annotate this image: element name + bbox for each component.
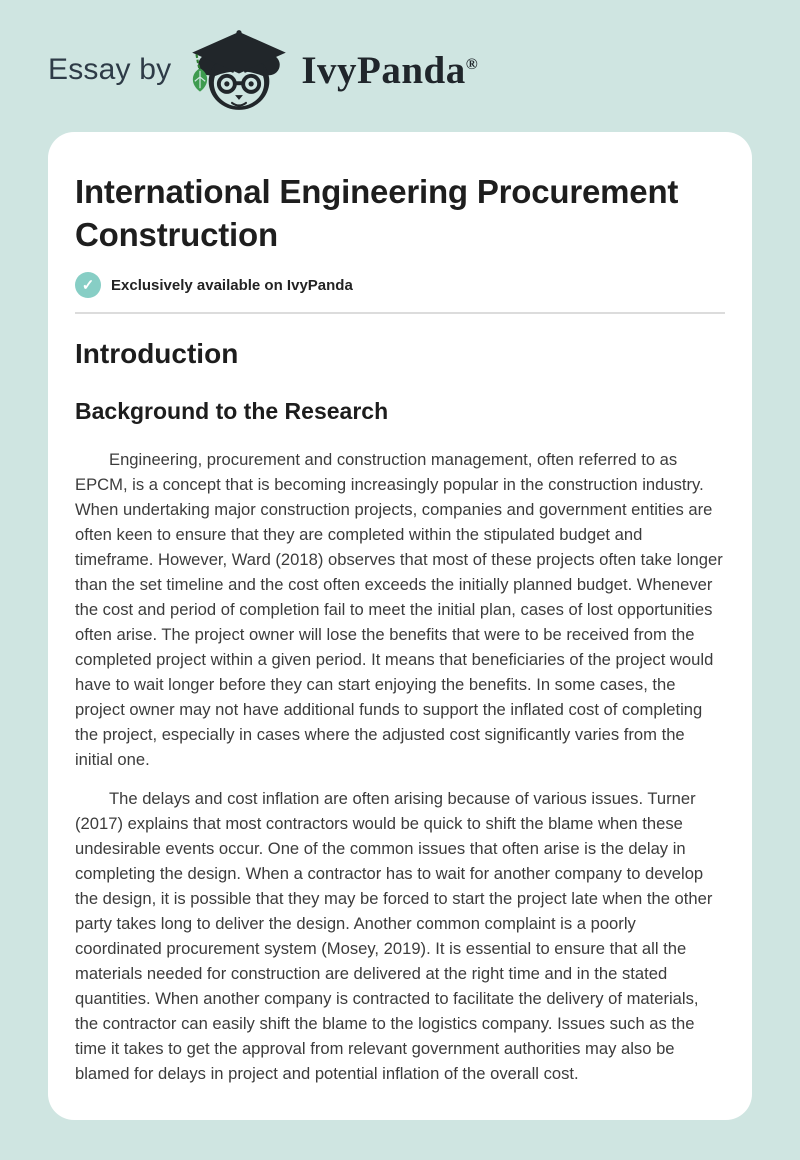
- essay-by-label: Essay by: [48, 53, 172, 86]
- page-header: [0, 0, 800, 132]
- check-icon: ✓: [75, 272, 101, 298]
- ivypanda-panda-logo-icon: [187, 28, 291, 112]
- paragraph-1: Engineering, procurement and construction management, often referred to as EPCM, is a concept that is becoming increasingly popular in the construction industry. When undertaking major construction projects, companies and government entities are often keen to ensure that they are completed within the stipulated budget and timeframe. However, Ward (2018) observes that most of these projects often take longer than the set timeline and the cost often exceeds the initially planned budget. Whenever the cost and period of completion fail to meet the initial plan, cases of lost opportunities often arise. The project owner will lose the benefits that were to be received from the completed project within a given period. It means that beneficiaries of the project would have to wait longer before they can start enjoying the benefits. In some cases, the project owner may not have additional funds to support the inflated cost of completing the project, especially in cases where the adjusted cost significantly varies from the initial one.: [75, 450, 723, 769]
- essay-title: International Engineering Procurement Construction: [75, 173, 679, 253]
- paragraph-2: The delays and cost inflation are often arising because of various issues. Turner (2017) explains that most contractors would be quick to shift the blame when these undesirable events occur. One of the common issues that often arise is the delay in completing the design. When a contractor has to wait for another company to develop the design, it is possible that they may be forced to start the project late when the other party takes long to deliver the design. Another common complaint is a poorly coordinated procurement system (Mosey, 2019). It is essential to ensure that all the materials needed for construction are delivered at the right time and in the stated quantities. When another company is contracted to facilitate the delivery of materials, the contractor can easily shift the blame to the logistics company. Issues such as the time it takes to get the approval from relevant government authorities may also be blamed for delays in project and potential inflation of the overall cost.: [75, 789, 713, 1083]
- subsection-heading-background: Background to the Research: [75, 398, 389, 424]
- exclusive-badge: [75, 272, 725, 298]
- exclusive-badge-label: Exclusively available on IvyPanda: [111, 276, 353, 294]
- divider: [75, 312, 725, 314]
- brand-name: [301, 48, 478, 93]
- brand-text: IvyPanda: [301, 48, 466, 92]
- essay-card: [48, 132, 752, 1120]
- section-heading-introduction: Introduction: [75, 338, 239, 369]
- registered-mark: ®: [465, 55, 479, 73]
